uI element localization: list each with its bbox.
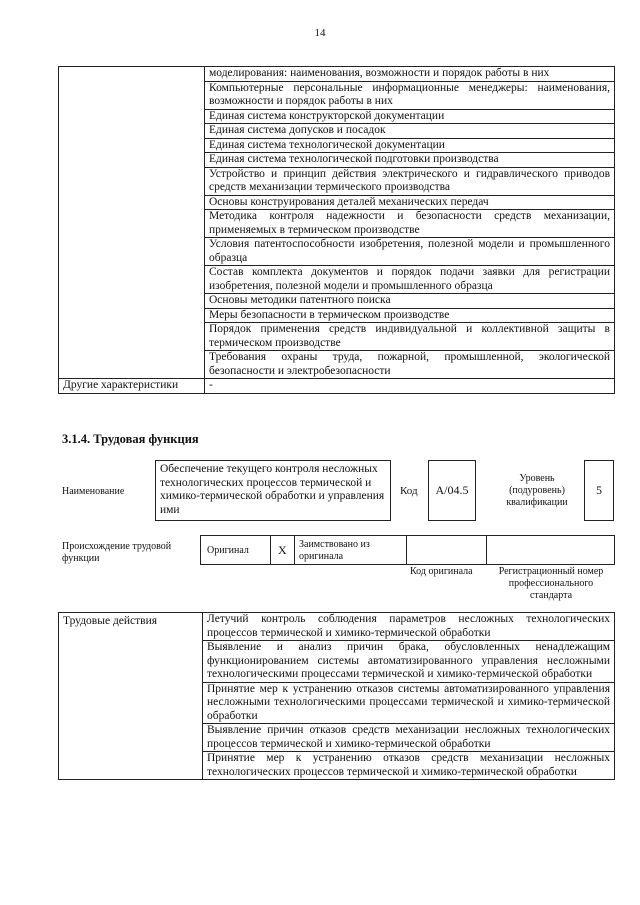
labor-action-item: Летучий контроль соблюдения параметров несложных технологических процессов термической и химико-термической обработки <box>203 613 615 641</box>
origin-label: Происхождение трудовой функции <box>62 541 172 564</box>
knowledge-item: Основы конструирования деталей механических передач <box>205 195 615 210</box>
knowledge-item: Условия патентоспособности изобретения, полезной модели и промышленного образца <box>205 238 615 266</box>
reg-number-cell <box>487 536 614 564</box>
labor-action-item: Выявление и анализ причин брака, обусловленных ненадлежащим функционированием системы автоматизированного управления несложными технологическими процессами термической и химико-термической обработки <box>203 641 615 683</box>
borrowed-cell <box>295 536 407 564</box>
page-number: 14 <box>314 27 326 39</box>
knowledge-item: Состав комплекта документов и порядок подачи заявки для регистрации изобретения, полезной модели и промышленного образца <box>205 266 615 294</box>
original-mark-cell <box>271 536 295 564</box>
labor-actions-label: Трудовые действия <box>59 613 203 780</box>
knowledge-item: Методика контроля надежности и безопасности средств механизации, применяемых в термическом производстве <box>205 210 615 238</box>
knowledge-item: Компьютерные персональные информационные менеджеры: наименования, возможности и порядок работы в них <box>205 81 615 109</box>
knowledge-item: Меры безопасности в термическом производстве <box>205 308 615 323</box>
original-code-cell <box>407 536 487 564</box>
code-label: Код <box>400 485 418 497</box>
level-label: Уровень (подуровень) квалификации <box>506 473 568 508</box>
original-code-caption: Код оригинала <box>410 566 473 577</box>
labor-action-item: Выявление причин отказов средств механизации несложных технологических процессов термической и химико-термической обработки <box>203 724 615 752</box>
knowledge-item: Единая система технологической документации <box>205 138 615 153</box>
table-row <box>59 379 615 394</box>
knowledge-table <box>58 66 615 394</box>
knowledge-item: Устройство и принцип действия электрического и гидравлического приводов средств механизации термического производства <box>205 167 615 195</box>
function-code-value: A/04.5 <box>428 460 476 521</box>
knowledge-item: Основы методики патентного поиска <box>205 294 615 309</box>
section-title: 3.1.4. Трудовая функция <box>62 432 199 446</box>
knowledge-item: Единая система допусков и посадок <box>205 124 615 139</box>
knowledge-item: Единая система конструкторской документации <box>205 109 615 124</box>
labor-action-item: Принятие мер к устранению отказов средств механизации несложных технологических процессов термической и химико-термической обработки <box>203 752 615 780</box>
original-mark: X <box>278 543 287 557</box>
name-label: Наименование <box>62 486 125 497</box>
knowledge-item: моделирования: наименования, возможности и порядок работы в них <box>205 67 615 82</box>
knowledge-label-cell <box>59 67 205 379</box>
knowledge-item: Порядок применения средств индивидуальной и коллективной защиты в термическом производстве <box>205 323 615 351</box>
table-row <box>59 613 615 641</box>
knowledge-item: Единая система технологической подготовки производства <box>205 153 615 168</box>
origin-row <box>200 535 615 565</box>
other-characteristics-label: Другие характеристики <box>59 379 205 394</box>
function-name-value: Обеспечение текущего контроля несложных технологических процессов термической и химико-термической обработки и управления ими <box>155 460 391 521</box>
table-row <box>59 67 615 82</box>
other-characteristics-value: - <box>205 379 615 394</box>
borrowed-label: Заимствовано из оригинала <box>299 539 370 562</box>
labor-action-item: Принятие мер к устранению отказов системы автоматизированного управления несложными технологическими процессами термической и химико-термической обработки <box>203 682 615 724</box>
labor-actions-table <box>58 612 615 780</box>
reg-number-caption: Регистрационный номер профессионального стандарта <box>498 566 604 601</box>
qualification-level-value: 5 <box>584 460 614 521</box>
original-label: Оригинал <box>207 545 249 556</box>
original-cell <box>201 536 271 564</box>
knowledge-item: Требования охраны труда, пожарной, промышленной, экологической безопасности и электробезопасности <box>205 351 615 379</box>
